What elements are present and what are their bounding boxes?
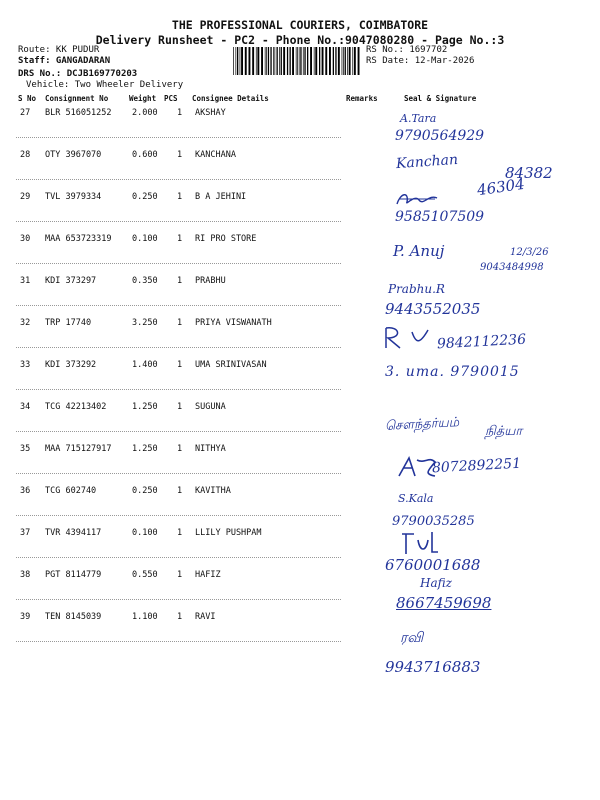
col-consignee: Consignee Details [192, 94, 269, 103]
signature-36-phone: 9790035285 [392, 514, 475, 529]
cell-sno: 28 [20, 150, 31, 160]
vehicle-label: Vehicle: Two Wheeler Delivery [26, 80, 184, 90]
cell-sno: 32 [20, 318, 31, 328]
cell-name: AKSHAY [195, 108, 226, 118]
cell-cno: MAA 715127917 [45, 444, 112, 454]
cell-sno: 36 [20, 486, 31, 496]
signature-28-num2: 46304 [475, 174, 526, 200]
cell-name: RI PRO STORE [195, 234, 257, 244]
cell-name: HAFIZ [195, 570, 221, 580]
cell-weight: 0.250 [132, 486, 158, 496]
cell-sno: 37 [20, 528, 31, 538]
col-sno: S No [18, 94, 37, 103]
cell-weight: 1.400 [132, 360, 158, 370]
signature-32-scribble [382, 324, 434, 352]
signature-30-phone: 9043484998 [480, 262, 544, 273]
cell-cno: TRP 17740 [45, 318, 92, 328]
cell-cno: PGT 8114779 [45, 570, 102, 580]
signature-30-name: P. Anuj [393, 242, 445, 260]
cell-weight: 3.250 [132, 318, 158, 328]
cell-pcs: 1 [177, 612, 183, 622]
cell-cno: KDI 373292 [45, 360, 97, 370]
signature-38-name: Hafiz [420, 576, 452, 590]
cell-pcs: 1 [177, 234, 183, 244]
cell-pcs: 1 [177, 192, 183, 202]
row-divider [16, 179, 341, 180]
row-divider [16, 389, 341, 390]
cell-cno: MAA 653723319 [45, 234, 112, 244]
cell-sno: 35 [20, 444, 31, 454]
row-divider [16, 599, 341, 600]
table-row [0, 192, 600, 234]
signature-39-tamil: ரவி [400, 630, 424, 646]
row-divider [16, 305, 341, 306]
cell-sno: 38 [20, 570, 31, 580]
cell-name: SUGUNA [195, 402, 226, 412]
cell-sno: 29 [20, 192, 31, 202]
cell-name: B A JEHINI [195, 192, 247, 202]
cell-name: RAVI [195, 612, 216, 622]
signature-34-tamil2: நித்யா [485, 424, 523, 439]
cell-sno: 27 [20, 108, 31, 118]
signature-32-phone: 9842112236 [436, 331, 527, 353]
row-divider [16, 347, 341, 348]
signature-31-name: Prabhu.R [388, 282, 445, 296]
cell-pcs: 1 [177, 360, 183, 370]
row-divider [16, 473, 341, 474]
rs-number: RS No.: 1697702 [366, 45, 448, 55]
signature-34-tamil: சௌந்தர்யம் [384, 415, 460, 434]
cell-name: PRIYA VISWANATH [195, 318, 272, 328]
rs-date: RS Date: 12-Mar-2026 [366, 56, 475, 66]
cell-sno: 33 [20, 360, 31, 370]
col-seal: Seal & Signature [404, 94, 477, 103]
signature-37-scribble [400, 530, 440, 556]
signature-29-phone: 9585107509 [395, 209, 485, 225]
signature-27-name: A.Tara [400, 112, 437, 125]
route-label: Route: KK PUDUR [18, 45, 100, 55]
row-divider [16, 515, 341, 516]
signature-39-phone: 9943716883 [385, 658, 481, 676]
row-divider [16, 221, 341, 222]
row-divider [16, 431, 341, 432]
barcode-image [232, 47, 360, 75]
cell-cno: TVL 3979334 [45, 192, 102, 202]
cell-pcs: 1 [177, 108, 183, 118]
table-row [0, 612, 600, 654]
table-row [0, 276, 600, 318]
table-row [0, 108, 600, 150]
cell-sno: 34 [20, 402, 31, 412]
signature-38-phone: 8667459698 [396, 594, 492, 612]
signature-28-name: Kanchan [395, 151, 459, 173]
cell-pcs: 1 [177, 570, 183, 580]
cell-name: KAVITHA [195, 486, 231, 496]
cell-name: KANCHANA [195, 150, 236, 160]
signature-30-date: 12/3/26 [510, 247, 549, 258]
row-divider [16, 641, 341, 642]
cell-cno: BLR 516051252 [45, 108, 112, 118]
row-divider [16, 137, 341, 138]
cell-weight: 1.250 [132, 402, 158, 412]
cell-cno: OTY 3967070 [45, 150, 102, 160]
col-weight: Weight [129, 94, 157, 103]
col-consignment: Consignment No [45, 94, 109, 103]
signature-31-phone: 9443552035 [385, 300, 481, 318]
cell-name: NITHYA [195, 444, 226, 454]
col-pcs: PCS [164, 94, 178, 103]
cell-sno: 31 [20, 276, 31, 286]
cell-pcs: 1 [177, 528, 183, 538]
cell-weight: 1.100 [132, 612, 158, 622]
table-row [0, 528, 600, 570]
header-left [18, 45, 183, 91]
cell-weight: 0.100 [132, 528, 158, 538]
table-row [0, 486, 600, 528]
cell-weight: 0.100 [132, 234, 158, 244]
cell-pcs: 1 [177, 444, 183, 454]
signature-28-num1: 84382 [505, 164, 553, 182]
signature-33-text: 3. uma. 9790015 [385, 364, 520, 380]
signature-35-phone: 8072892251 [431, 455, 522, 477]
cell-pcs: 1 [177, 402, 183, 412]
cell-name: PRABHU [195, 276, 226, 286]
cell-sno: 30 [20, 234, 31, 244]
header-right [366, 45, 474, 67]
cell-weight: 1.250 [132, 444, 158, 454]
cell-pcs: 1 [177, 150, 183, 160]
signature-36-name: S.Kala [398, 492, 434, 505]
drs-label: DRS No.: DCJB169770203 [18, 69, 138, 79]
cell-name: UMA SRINIVASAN [195, 360, 267, 370]
cell-sno: 39 [20, 612, 31, 622]
cell-weight: 0.250 [132, 192, 158, 202]
staff-label: Staff: GANGADARAN [18, 56, 111, 66]
cell-weight: 0.600 [132, 150, 158, 160]
row-divider [16, 557, 341, 558]
cell-cno: TEN 8145039 [45, 612, 102, 622]
cell-cno: TVR 4394117 [45, 528, 102, 538]
cell-weight: 0.550 [132, 570, 158, 580]
cell-pcs: 1 [177, 276, 183, 286]
signature-27-phone: 9790564929 [395, 128, 485, 144]
signature-37-phone: 6760001688 [385, 556, 481, 574]
cell-pcs: 1 [177, 486, 183, 496]
cell-weight: 0.350 [132, 276, 158, 286]
table-row [0, 570, 600, 612]
runsheet-title: Delivery Runsheet - PC2 - Phone No.:9047080280 - Page No.:3 [95, 33, 505, 47]
cell-cno: TCG 42213402 [45, 402, 107, 412]
company-title: THE PROFESSIONAL COURIERS, COIMBATORE [171, 18, 429, 32]
col-remarks: Remarks [346, 94, 378, 103]
cell-name: LLILY PUSHPAM [195, 528, 262, 538]
cell-cno: TCG 602740 [45, 486, 97, 496]
cell-weight: 2.000 [132, 108, 158, 118]
cell-cno: KDI 373297 [45, 276, 97, 286]
signature-29-scribble [395, 190, 440, 208]
cell-pcs: 1 [177, 318, 183, 328]
row-divider [16, 263, 341, 264]
